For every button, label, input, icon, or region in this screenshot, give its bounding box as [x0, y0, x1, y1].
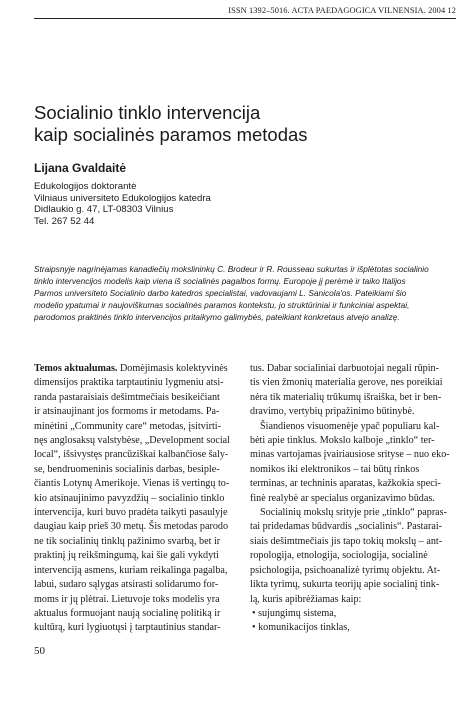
abstract [34, 264, 456, 324]
body-line: minėtini „Community care“ metodas, įsitvirti- [34, 420, 221, 432]
running-header: ISSN 1392–5016. ACTA PAEDAGOGICA VILNENSIA. 2004 12 [34, 6, 456, 19]
body-line: moms ir jų plėtrai. Lietuvoje toks modelis yra [34, 593, 220, 605]
body-line: lą, kuris apibrėžiamas kaip: [250, 593, 362, 605]
body-line: dravimo, vertybių pripažinimo būtinybė. [250, 406, 415, 418]
author-affiliation [34, 181, 211, 227]
body-line: finė realybė ar specialus organizavimo būdas. [250, 492, 435, 504]
body-line: daugiau kaip prieš 30 metų. Šis metodas parodo [34, 521, 229, 533]
body-line: čiantis Lotynų Amerikoje. Vienas iš vertingų to- [34, 478, 230, 490]
abstract-line: Straipsnyje nagrinėjamas kanadiečių mokslininkų C. Brodeur ir R. Rousseau sukurtas ir išplėtotas socialinio [34, 264, 429, 274]
body-line: likta tyrimų, sukurta teorijų apie socialinį tink- [250, 579, 440, 591]
body-line: local“, išsivystęs prancūziškai kalbančiose šaly- [34, 449, 229, 461]
abstract-line: parodomos praktinės tinklo intervencijos pritaikymo galimybės, pateikiant konkretaus atvejo analizę. [34, 311, 400, 322]
body-line: psichologija, psichoanalizė tyrimų objektu. At- [250, 564, 441, 576]
body-line: se, bendruomeninis socialinis darbas, besiple- [34, 463, 220, 475]
author-name: Lijana Gvaldaitė [34, 161, 127, 175]
right-column [250, 362, 455, 636]
body-line: praktinį jų reikšmingumą, kai šie gali vykdyti [34, 550, 219, 562]
body-line: intervenciją asmens, kuriam reikalinga pagalba, [34, 564, 228, 576]
body-line: kultūrą, kuri lygiuotųsi į tarptautinius standar- [34, 622, 221, 634]
body-line: ne tik socialinių tinklų pažinimo svarbą, bet ir [34, 535, 221, 547]
body-line: randa pastaraisiais dešimtmečiais besikeičiant [34, 391, 220, 403]
affiliation-line: Didlaukio g. 47, LT-08303 Vilnius [34, 204, 174, 216]
body-line: nėra tik materialių trūkumų išraiška, bet ir ben- [250, 391, 442, 403]
abstract-line: Parmos universiteto Socialinio darbo katedros specialistai, vadovaujami L. Sanicola'os. Pateikiami šio [34, 287, 407, 298]
affiliation-line: Edukologijos doktorantė [34, 181, 137, 192]
body-line: ropologija, etnologija, sociologija, socialinė [250, 550, 428, 562]
body-line: Šiandienos visuomenėje ypač populiaru kal- [260, 420, 440, 432]
title-line: kaip socialinės paramos metodas [34, 124, 308, 145]
body-text: Domėjimasis kolektyvinės [117, 363, 228, 374]
left-column [34, 362, 238, 636]
affiliation-line: Vilniaus universiteto Edukologijos katedra [34, 192, 211, 204]
body-line: nomikos iki elektronikos – tai būtų rinkos [250, 463, 420, 475]
body-line: labui, sudaro sąlygas atsirasti solidarumo for- [34, 579, 219, 591]
body-line: Socialinių mokslų srityje prie „tinklo“ papras- [260, 507, 447, 519]
section-heading: Temos aktualumas. [34, 363, 118, 374]
left-column-lines [34, 376, 238, 635]
body-line: intervencija, kuri buvo pradėta taikyti pasaulyje [34, 507, 228, 519]
body-line: nęs anglosaksų valstybėse, „Development social [34, 435, 230, 447]
abstract-line: modelio ypatumai ir naujoviškumas socialinės paramos kontekstu, jo struktūriniai ir funkciniai aspektai, [34, 299, 410, 310]
title-line: Socialinio tinklo intervencija [34, 102, 261, 123]
body-line: aktualus formuojant naują socialinę politiką ir [34, 607, 221, 619]
body-line: bėti apie tinklus. Mokslo kalboje „tinklo“ ter- [250, 435, 435, 447]
body-line: tai pridedamas būdvardis „socialinis“. Pastarai- [250, 521, 443, 533]
affiliation-line: Tel. 267 52 44 [34, 215, 95, 227]
abstract-line: tinklo intervencijos modelis kaip viena iš socialinės pagalbos formų. Europoje jį perėmė ir taiko Italijos [34, 275, 406, 286]
body-line: dimensijos praktika tarptautiniu lygmeniu atsi- [34, 377, 224, 389]
body-line: siais dešimtmečiais jis tapo tokių mokslų – ant- [250, 535, 443, 547]
body-line: ir atsinaujinant jos formoms ir metodams. Pa- [34, 406, 220, 418]
bullet-item: • sujungimų sistema, [252, 607, 337, 619]
body-line: terminas, ar techninis aparatas, kažkokia speci- [250, 478, 441, 490]
body-line [34, 362, 238, 376]
bullet-item: • komunikacijos tinklas, [252, 622, 350, 634]
body-line: kio atsinaujinimo pavyzdžių – socialinio tinklo [34, 492, 225, 504]
body-line: minas vartojamas įvairiausiose srityse – nuo eko- [250, 449, 450, 461]
article-title [34, 102, 454, 146]
body-line: tus. Dabar socialiniai darbuotojai negali rūpin- [250, 363, 439, 374]
page-number: 50 [34, 645, 45, 657]
body-line: tis vien žmonių materialia gerove, nes poreikiai [250, 377, 443, 389]
